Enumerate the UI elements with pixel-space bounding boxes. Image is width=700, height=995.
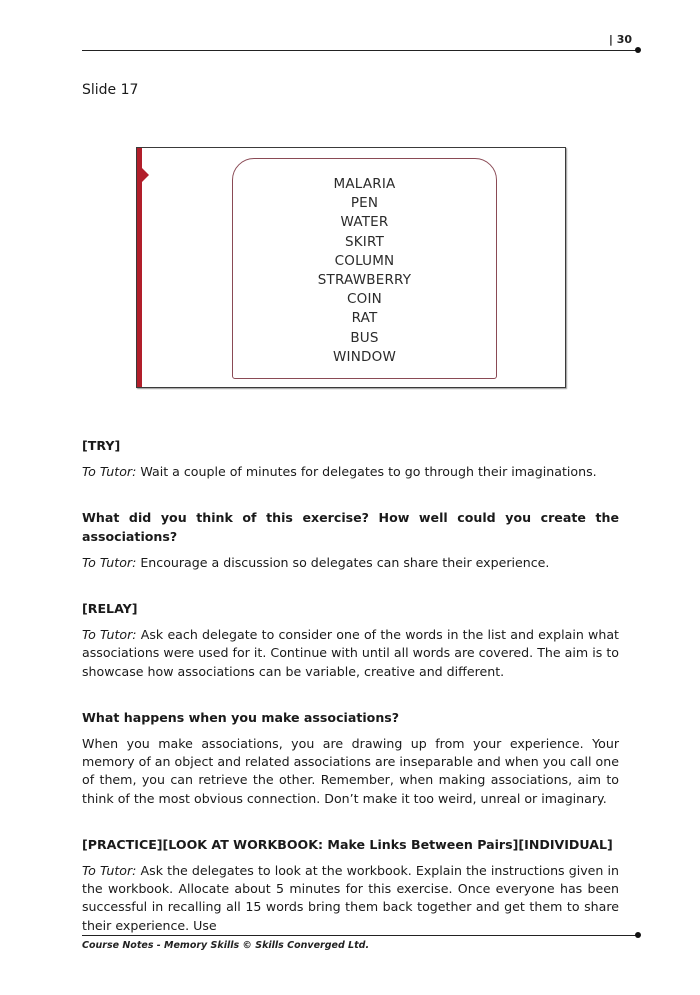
word-item: MALARIA	[333, 176, 396, 192]
slide-thumbnail	[136, 147, 566, 388]
page-number: | 30	[608, 33, 632, 46]
section-heading-try: [TRY]	[82, 438, 121, 453]
footer-rule-dot	[635, 932, 641, 938]
header-rule-dot	[635, 47, 641, 53]
tutor-text: Ask each delegate to consider one of the words in the list and explain what associations were used for it. Continue with until all words are covered. The aim is to showcase how associations can be variable, creative and different.	[82, 627, 619, 679]
tutor-label: To Tutor:	[82, 464, 137, 480]
tutor-note-try	[82, 463, 619, 481]
word-item: PEN	[350, 195, 379, 212]
slide-accent-notch	[142, 168, 149, 182]
word-list-box	[232, 158, 497, 379]
section-heading-q1: What did you think of this exercise? How well could you create the associations?	[82, 510, 619, 544]
tutor-text: Wait a couple of minutes for delegates to go through their imaginations.	[136, 464, 597, 480]
word-item: RAT	[351, 310, 378, 327]
word-list	[233, 175, 496, 367]
notes-content	[82, 437, 619, 935]
tutor-label: To Tutor:	[82, 863, 137, 879]
tutor-note-practice	[82, 862, 619, 935]
word-item: SKIRT	[344, 233, 385, 250]
tutor-text: Ask the delegates to look at the workbook. Explain the instructions given in the workbook. Allocate about 5 minutes for this exercise. Once everyone has been successful in recalling all 15 words bring them back together and get them to share their experience. Use	[82, 863, 619, 933]
section-heading-relay: [RELAY]	[82, 601, 138, 617]
section-heading-q2: What happens when you make associations?	[82, 709, 400, 725]
word-item: STRAWBERRY	[317, 272, 412, 289]
slide-accent-bar	[137, 148, 142, 387]
body-text-q2: When you make associations, you are drawing up from your experience. Your memory of an object and related associations are inseparable and when you call one of them, you can retrieve the other. Remember, when making associations, aim to think of the most obvious connection. Don’t make it too weird, unreal or imaginary.	[82, 736, 619, 806]
tutor-note-relay	[82, 626, 619, 681]
word-item: WATER	[340, 214, 389, 231]
tutor-label: To Tutor:	[82, 627, 137, 643]
section-heading-practice: [PRACTICE][LOOK AT WORKBOOK: Make Links Between Pairs][INDIVIDUAL]	[82, 836, 613, 852]
word-item: COIN	[347, 291, 382, 308]
word-item: WINDOW	[333, 348, 396, 365]
tutor-note-q1	[82, 554, 619, 572]
tutor-text: Encourage a discussion so delegates can share their experience.	[136, 554, 550, 570]
tutor-label: To Tutor:	[82, 554, 137, 570]
word-item: BUS	[350, 329, 379, 346]
footer-rule	[82, 935, 638, 936]
word-item: COLUMN	[334, 252, 395, 269]
footer-text: Course Notes - Memory Skills © Skills Converged Ltd.	[82, 940, 370, 951]
slide-title: Slide 17	[82, 82, 139, 98]
header-rule	[82, 50, 638, 51]
